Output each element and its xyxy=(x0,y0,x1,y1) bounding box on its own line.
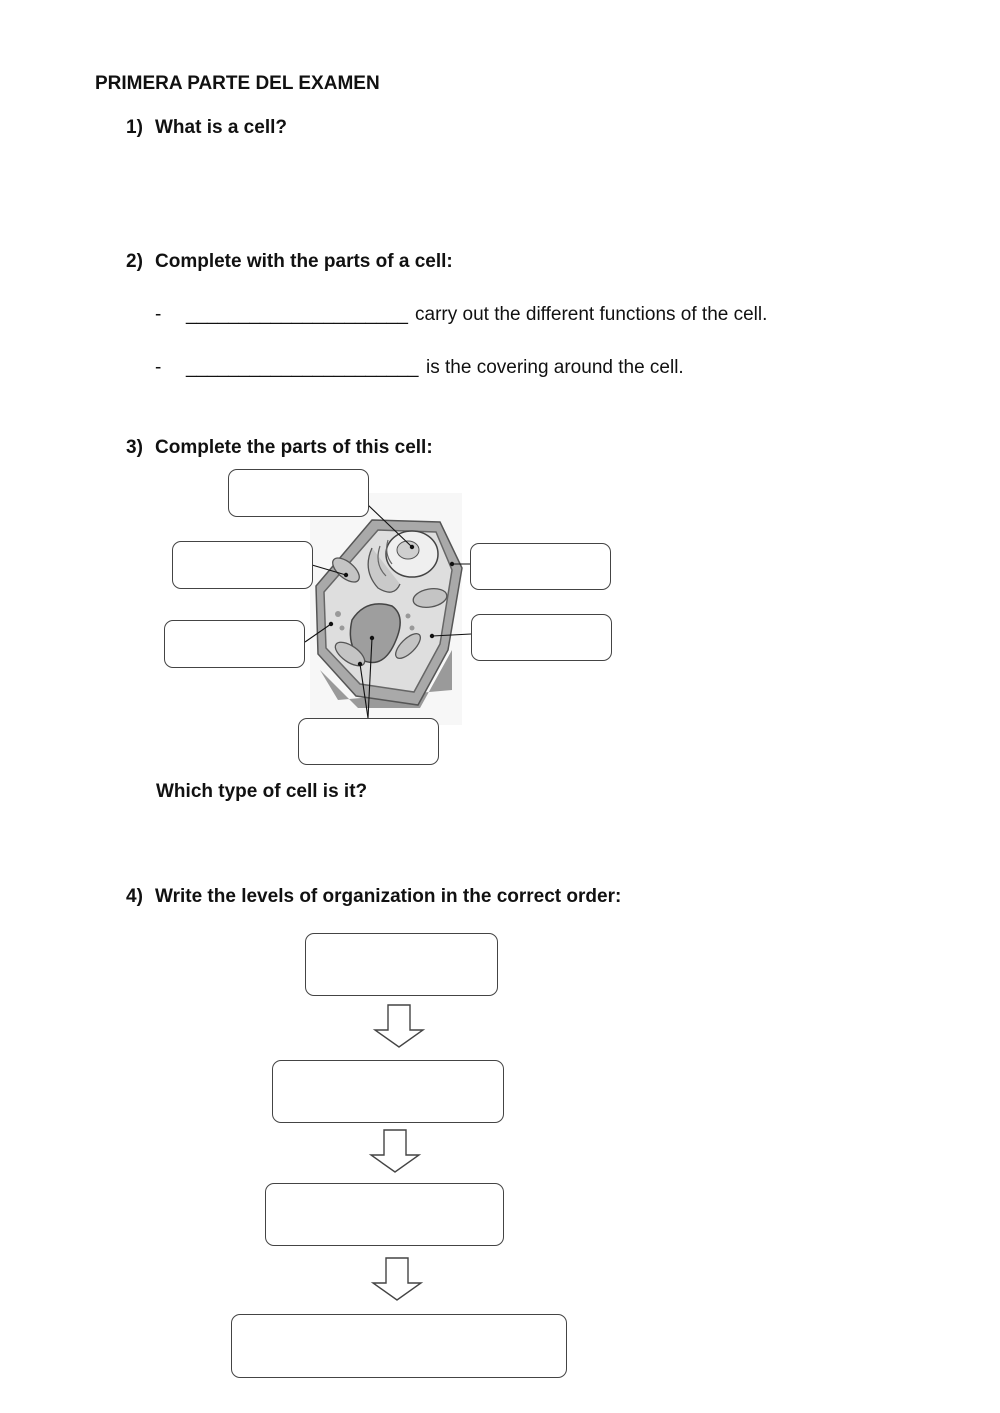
q2-item1-dash: - xyxy=(155,304,162,325)
q3-followup: Which type of cell is it? xyxy=(156,781,368,802)
q2-item2-text: is the covering around the cell. xyxy=(426,357,684,378)
q2-item1-blank[interactable]: _____________________ xyxy=(186,304,408,325)
level-box-2[interactable] xyxy=(272,1060,504,1123)
level-box-3[interactable] xyxy=(265,1183,504,1246)
q1-number: 1) xyxy=(126,117,143,138)
down-arrow-icon xyxy=(371,1005,423,1300)
q2-text: Complete with the parts of a cell: xyxy=(155,251,453,272)
cell-label-box-wall[interactable] xyxy=(470,543,611,590)
q2-item2-blank[interactable]: ______________________ xyxy=(186,357,419,378)
q3-text: Complete the parts of this cell: xyxy=(155,437,433,458)
level-box-4[interactable] xyxy=(231,1314,567,1378)
exam-title: PRIMERA PARTE DEL EXAMEN xyxy=(95,73,380,94)
q4-text: Write the levels of organization in the correct order: xyxy=(155,886,622,907)
cell-label-box-nucleus[interactable] xyxy=(228,469,369,517)
level-box-1[interactable] xyxy=(305,933,498,996)
q4-number: 4) xyxy=(126,886,143,907)
q1-text: What is a cell? xyxy=(155,117,287,138)
q3-number: 3) xyxy=(126,437,143,458)
cell-label-box-chloroplast[interactable] xyxy=(471,614,612,661)
q2-item1-text: carry out the different functions of the cell. xyxy=(415,304,768,325)
q2-number: 2) xyxy=(126,251,143,272)
q2-item2-dash: - xyxy=(155,357,162,378)
cell-label-box-membrane[interactable] xyxy=(164,620,305,668)
cell-label-box-cytoplasm[interactable] xyxy=(172,541,313,589)
cell-label-box-vacuole[interactable] xyxy=(298,718,439,765)
